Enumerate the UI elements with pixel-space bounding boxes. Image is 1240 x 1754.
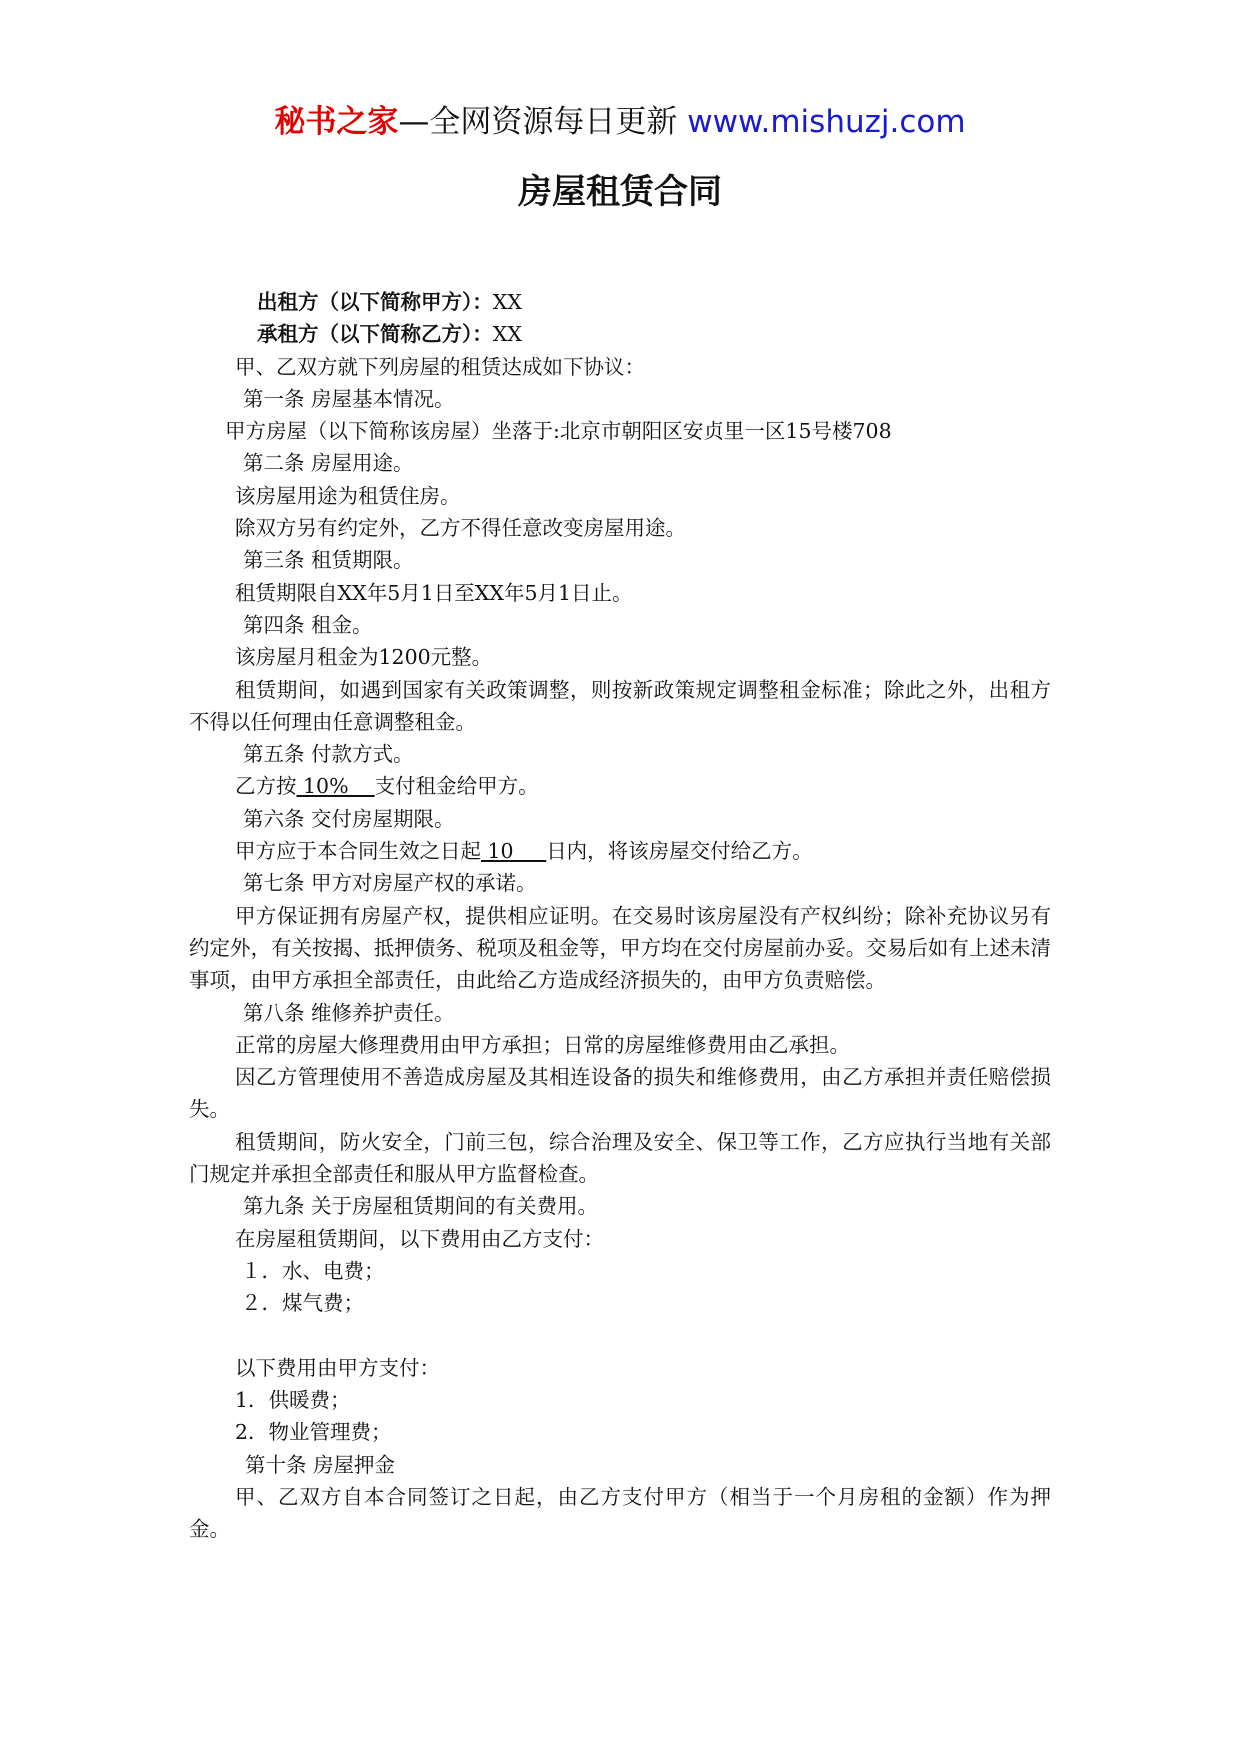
lessee-label: 承租方（以下简称乙方）：: [257, 322, 493, 347]
article-8-text-3: 租赁期间，防火安全，门前三包，综合治理及安全、保卫等工作，乙方应执行当地有关部门规定并承担全部责任和服从甲方监督检查。: [189, 1129, 1051, 1187]
list-item: 1．供暖费；: [235, 1388, 351, 1413]
payment-ratio-field: 10%: [296, 774, 375, 799]
site-url[interactable]: www.mishuzj.com: [687, 104, 966, 140]
list-item: 2．物业管理费；: [235, 1420, 392, 1445]
document-title: 房屋租赁合同: [518, 172, 722, 212]
article-5-text: [189, 770, 1051, 802]
article-7-heading: 第七条 甲方对房屋产权的承诺。: [243, 871, 537, 896]
article-5-post: 支付租金给甲方。: [374, 774, 539, 799]
lessee-line: [189, 318, 1051, 350]
site-header: [0, 102, 1240, 142]
article-8-text-1: 正常的房屋大修理费用由甲方承担；日常的房屋维修费用由乙承担。: [235, 1032, 850, 1057]
article-9-lessor-intro: 以下费用由甲方支付：: [235, 1355, 440, 1380]
list-item: ２．煤气费；: [241, 1291, 364, 1316]
article-6-heading: 第六条 交付房屋期限。: [243, 806, 455, 831]
article-9-lessee-intro: 在房屋租赁期间，以下费用由乙方支付：: [235, 1226, 604, 1251]
article-1-text: 甲方房屋（以下简称该房屋）坐落于:北京市朝阳区安贞里一区15号楼708: [225, 419, 892, 444]
contract-body: [189, 286, 1051, 1546]
article-10-heading: 第十条 房屋押金: [245, 1452, 396, 1477]
article-6-pre: 甲方应于本合同生效之日起: [235, 839, 481, 864]
list-item: １．水、电费；: [241, 1258, 385, 1283]
blank-line: [189, 1320, 1051, 1352]
article-3-heading: 第三条 租赁期限。: [243, 548, 414, 573]
article-4-text-2: 租赁期间，如遇到国家有关政策调整，则按新政策规定调整租金标准；除此之外，出租方不得以任何理由任意调整租金。: [189, 677, 1051, 734]
article-2-text-2: 除双方另有约定外，乙方不得任意改变房屋用途。: [235, 516, 686, 541]
lessor-label: 出租方（以下简称甲方）：: [257, 290, 493, 314]
brand-name: 秘书之家: [274, 104, 399, 140]
article-2-text-1: 该房屋用途为租赁住房。: [235, 483, 461, 508]
article-3-text: 租赁期限自XX年5月1日至XX年5月1日止。: [235, 580, 633, 605]
article-4-heading: 第四条 租金。: [243, 612, 373, 637]
article-6-post: 日内，将该房屋交付给乙方。: [546, 839, 813, 864]
lessor-line: [189, 286, 1051, 318]
article-10-text: 甲、乙双方自本合同签订之日起，由乙方支付甲方（相当于一个月房租的金额）作为押金。: [189, 1484, 1051, 1542]
article-8-heading: 第八条 维修养护责任。: [243, 1000, 455, 1025]
lessee-value: XX: [492, 322, 522, 347]
article-6-text: [189, 835, 1051, 867]
article-7-text: 甲方保证拥有房屋产权，提供相应证明。在交易时该房屋没有产权纠纷；除补充协议另有约定外，有关按揭、抵押债务、税项及租金等，甲方均在交付房屋前办妥。交易后如有上述未清事项，由甲方承担全部责任，由此给乙方造成经济损失的，由甲方负责赔偿。: [189, 903, 1051, 993]
lessor-value: XX: [492, 290, 522, 314]
article-4-text-1: 该房屋月租金为1200元整。: [235, 645, 493, 670]
delivery-days-field: 10: [481, 839, 547, 864]
article-5-pre: 乙方按: [235, 774, 297, 799]
header-slogan: —全网资源每日更新: [398, 104, 678, 140]
article-5-heading: 第五条 付款方式。: [243, 742, 414, 767]
article-2-heading: 第二条 房屋用途。: [243, 451, 414, 476]
article-1-heading: 第一条 房屋基本情况。: [243, 386, 455, 411]
article-8-text-2: 因乙方管理使用不善造成房屋及其相连设备的损失和维修费用，由乙方承担并责任赔偿损失。: [189, 1065, 1051, 1122]
article-9-heading: 第九条 关于房屋租赁期间的有关费用。: [243, 1194, 599, 1219]
intro-line: 甲、乙双方就下列房屋的租赁达成如下协议：: [235, 354, 645, 379]
